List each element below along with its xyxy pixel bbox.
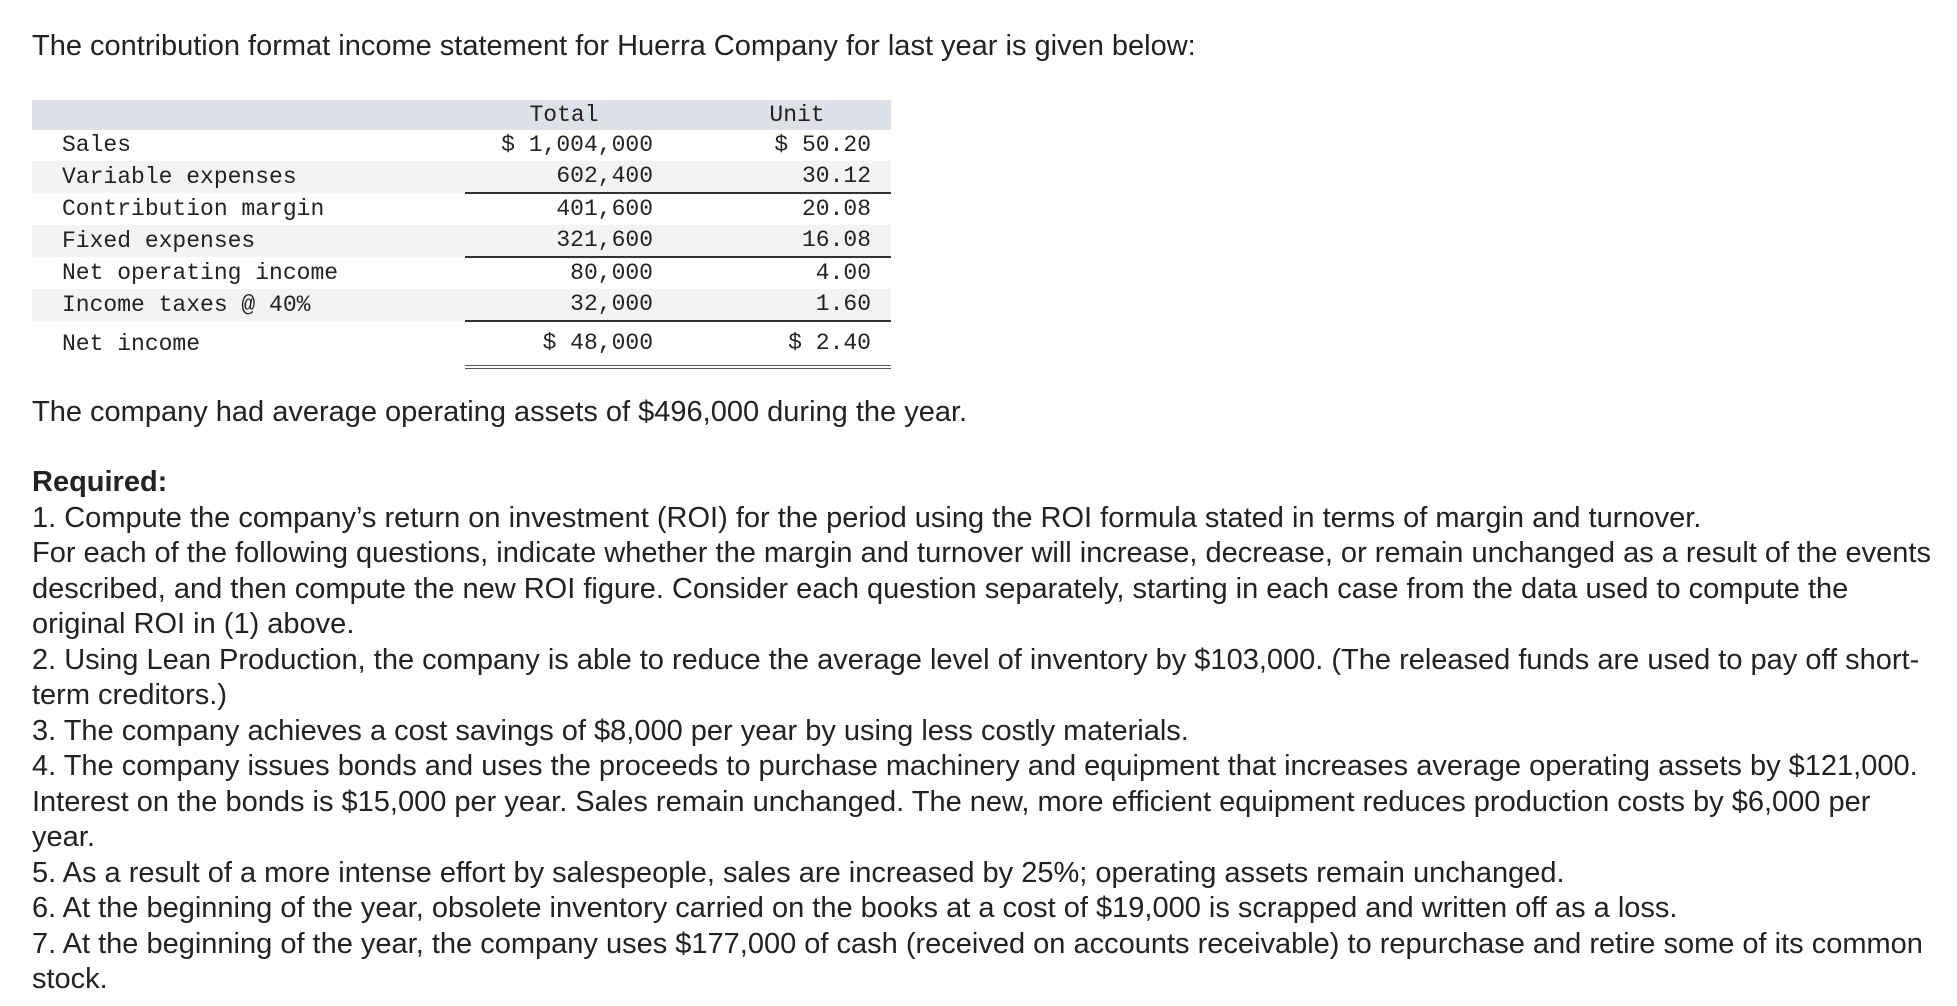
header-label-cell	[32, 100, 465, 130]
table-row-contribution-margin	[32, 193, 891, 225]
row-unit: 4.00	[815, 260, 871, 286]
row-total: $ 1,004,000	[501, 132, 653, 158]
required-item-1: 1. Compute the company’s return on investment (ROI) for the period using the ROI formula stated in terms of margin and turnover.	[32, 501, 1702, 534]
income-statement-table	[32, 100, 891, 369]
table-row-sales	[32, 130, 891, 161]
row-label: Sales	[62, 132, 132, 158]
operating-assets-text: The company had average operating assets of $496,000 during the year.	[32, 396, 968, 428]
row-label: Variable expenses	[32, 161, 465, 193]
table-row-income-taxes	[32, 289, 891, 321]
row-total: $ 48,000	[465, 321, 663, 367]
row-label: Income taxes @ 40%	[32, 289, 465, 321]
row-total: 32,000	[465, 289, 663, 321]
row-label: Net income	[62, 330, 201, 357]
row-label: Contribution margin	[62, 195, 325, 222]
row-unit: 20.08	[801, 196, 871, 222]
table-row-fixed-expenses	[32, 225, 891, 257]
row-unit: $ 50.20	[774, 132, 871, 158]
table-header-row	[32, 100, 891, 130]
required-item-5: 5. As a result of a more intense effort by salespeople, sales are increased by 25%; operating assets remain unchanged.	[32, 856, 1565, 889]
row-unit: $ 2.40	[663, 321, 891, 367]
row-label: Fixed expenses	[32, 225, 465, 257]
row-label: Net operating income	[62, 259, 339, 286]
header-unit: Unit	[663, 100, 891, 130]
required-instructions: For each of the following questions, indicate whether the margin and turnover will increase, decrease, or remain unchanged as a result of the events described, and then compute the new ROI figure. Consider each question separately, starting in each case from the data used to compute the original ROI in (1) above.	[32, 537, 1931, 640]
required-item-2: 2. Using Lean Production, the company is able to reduce the average level of inventory by $103,000. (The released funds are used to pay off short-term creditors.)	[32, 643, 1920, 711]
row-unit: 1.60	[663, 289, 891, 321]
header-total: Total	[465, 100, 663, 130]
table-row-net-operating-income	[32, 257, 891, 289]
row-total: 401,600	[556, 196, 653, 222]
table-row-net-income	[32, 321, 891, 367]
row-total: 80,000	[570, 260, 653, 286]
intro-text: The contribution format income statement for Huerra Company for last year is given below:	[32, 30, 1196, 62]
required-heading: Required:	[32, 466, 168, 498]
required-item-6: 6. At the beginning of the year, obsolete inventory carried on the books at a cost of $19,000 is scrapped and written off as a loss.	[32, 892, 1678, 924]
required-item-4: 4. The company issues bonds and uses the proceeds to purchase machinery and equipment that increases average operating assets by $121,000. Interest on the bonds is $15,000 per year. Sales remain unchanged. The new, more efficient equipment reduces production costs by $6,000 per year.	[32, 750, 1918, 853]
row-total: 321,600	[465, 225, 663, 257]
required-section	[32, 465, 1932, 998]
table-row-variable-expenses	[32, 161, 891, 193]
row-unit: 30.12	[663, 161, 891, 193]
row-total: 602,400	[465, 161, 663, 193]
required-item-3: 3. The company achieves a cost savings of $8,000 per year by using less costly materials.	[32, 714, 1189, 747]
row-unit: 16.08	[663, 225, 891, 257]
required-item-7: 7. At the beginning of the year, the company uses $177,000 of cash (received on accounts receivable) to repurchase and retire some of its common stock.	[32, 927, 1923, 995]
